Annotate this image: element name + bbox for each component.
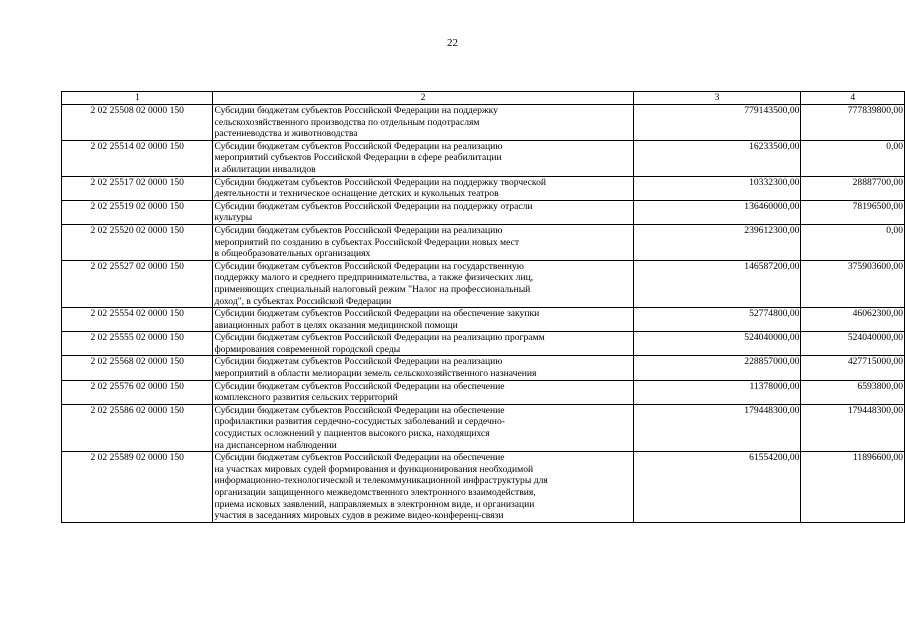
- table-row: [62, 308, 905, 332]
- table-body: [62, 105, 905, 523]
- amount-col4-cell: 179448300,00: [801, 404, 905, 451]
- table-row: [62, 260, 905, 307]
- amount-col4-cell: 11896600,00: [801, 452, 905, 523]
- income-name-line: Субсидии бюджетам субъектов Российской Федерации на государственную: [214, 260, 524, 272]
- page-number: 22: [447, 37, 458, 49]
- amount-col4-cell: 6593800,00: [801, 380, 905, 404]
- table-row: [62, 356, 905, 380]
- amount-col3-cell: 524040000,00: [633, 332, 801, 356]
- amount-col4-cell: 46062300,00: [801, 308, 905, 332]
- income-code-cell: 2 02 25517 02 0000 150: [62, 176, 213, 200]
- amount-col3-cell: 61554200,00: [633, 452, 801, 523]
- amount-col4-cell: 524040000,00: [801, 332, 905, 356]
- income-name-line: Субсидии бюджетам субъектов Российской Федерации на реализацию: [214, 224, 503, 236]
- amount-col3-cell: 11378000,00: [633, 380, 801, 404]
- income-name-line: применяющих специальный налоговый режим "Налог на профессиональный: [214, 283, 531, 295]
- income-name-cell: [213, 224, 633, 260]
- income-name-line: Субсидии бюджетам субъектов Российской Федерации на обеспечение: [214, 404, 505, 416]
- income-name-cell: [213, 332, 633, 356]
- amount-col3-cell: 52774800,00: [633, 308, 801, 332]
- income-name-cell: [213, 308, 633, 332]
- income-name-line: сельскохозяйственного производства по отдельным подотраслям: [214, 116, 480, 128]
- income-name-cell: [213, 200, 633, 224]
- income-code-cell: 2 02 25586 02 0000 150: [62, 404, 213, 451]
- income-name-line: Субсидии бюджетам субъектов Российской Федерации на реализацию: [214, 356, 503, 368]
- amount-col3-cell: 239612300,00: [633, 224, 801, 260]
- income-name-line: мероприятий субъектов Российской Федерации в сфере реабилитации: [214, 152, 502, 164]
- column-header: 1: [62, 92, 213, 105]
- income-name-line: на участках мировых судей формирования и функционирования необходимой: [214, 463, 534, 475]
- income-name-cell: [213, 404, 633, 451]
- income-name-line: Субсидии бюджетам субъектов Российской Федерации на обеспечение: [214, 452, 505, 464]
- table-header-row: [62, 92, 905, 105]
- table-row: [62, 200, 905, 224]
- income-code-cell: 2 02 25508 02 0000 150: [62, 105, 213, 141]
- amount-col3-cell: 146587200,00: [633, 260, 801, 307]
- amount-col4-cell: 375903600,00: [801, 260, 905, 307]
- income-code-cell: 2 02 25555 02 0000 150: [62, 332, 213, 356]
- column-header: 3: [633, 92, 801, 105]
- income-name-line: мероприятий по созданию в субъектах Российской Федерации новых мест: [214, 236, 520, 248]
- amount-col3-cell: 779143500,00: [633, 105, 801, 141]
- income-name-line: поддержку малого и среднего предпринимательства, а также физических лиц,: [214, 272, 534, 284]
- column-header: 4: [801, 92, 905, 105]
- amount-col4-cell: 777839800,00: [801, 105, 905, 141]
- income-name-line: Субсидии бюджетам субъектов Российской Федерации на поддержку творческой: [214, 176, 547, 188]
- table-row: [62, 452, 905, 523]
- amount-col3-cell: 10332300,00: [633, 176, 801, 200]
- income-name-line: сосудистых осложнений у пациентов высокого риска, находящихся: [214, 428, 490, 440]
- table-row: [62, 140, 905, 176]
- income-name-line: Субсидии бюджетам субъектов Российской Федерации на обеспечение: [214, 380, 505, 392]
- income-name-cell: [213, 452, 633, 523]
- income-name-line: и абилитации инвалидов: [214, 163, 316, 175]
- income-name-line: мероприятий в области мелиорации земель сельскохозяйственного назначения: [214, 368, 537, 380]
- income-name-line: Субсидии бюджетам субъектов Российской Федерации на поддержку: [214, 105, 498, 116]
- table-row: [62, 224, 905, 260]
- income-name-line: авиационных работ в целях оказания медицинской помощи: [214, 319, 458, 331]
- income-name-line: приема исковых заявлений, направляемых в электронном виде, и организации: [214, 498, 535, 510]
- income-name-cell: [213, 260, 633, 307]
- income-name-line: культуры: [214, 212, 253, 224]
- income-name-line: профилактики развития сердечно-сосудистых заболеваний и сердечно-: [214, 416, 505, 428]
- income-code-cell: 2 02 25568 02 0000 150: [62, 356, 213, 380]
- amount-col4-cell: 28887700,00: [801, 176, 905, 200]
- income-name-line: Субсидии бюджетам субъектов Российской Федерации на обеспечение закупки: [214, 308, 540, 320]
- amount-col4-cell: 78196500,00: [801, 200, 905, 224]
- amount-col3-cell: 16233500,00: [633, 140, 801, 176]
- amount-col4-cell: 0,00: [801, 224, 905, 260]
- income-name-line: комплексного развития сельских территорий: [214, 392, 398, 404]
- income-code-cell: 2 02 25554 02 0000 150: [62, 308, 213, 332]
- amount-col3-cell: 228857000,00: [633, 356, 801, 380]
- table-row: [62, 105, 905, 141]
- income-code-cell: 2 02 25514 02 0000 150: [62, 140, 213, 176]
- income-name-line: информационно-технологической и телекоммуникационной инфраструктуры для: [214, 475, 548, 487]
- income-name-line: формирования современной городской среды: [214, 343, 401, 355]
- income-name-line: доход", в субъектах Российской Федерации: [214, 295, 392, 307]
- income-code-cell: 2 02 25576 02 0000 150: [62, 380, 213, 404]
- income-name-cell: [213, 176, 633, 200]
- amount-col4-cell: 0,00: [801, 140, 905, 176]
- income-name-cell: [213, 105, 633, 141]
- budget-table: [61, 91, 905, 523]
- income-name-line: в общеобразовательных организациях: [214, 248, 371, 260]
- income-code-cell: 2 02 25519 02 0000 150: [62, 200, 213, 224]
- income-name-cell: [213, 356, 633, 380]
- table-row: [62, 176, 905, 200]
- income-code-cell: 2 02 25589 02 0000 150: [62, 452, 213, 523]
- column-header: 2: [213, 92, 633, 105]
- income-name-line: Субсидии бюджетам субъектов Российской Федерации на реализацию: [214, 140, 503, 152]
- amount-col4-cell: 427715000,00: [801, 356, 905, 380]
- income-code-cell: 2 02 25527 02 0000 150: [62, 260, 213, 307]
- income-name-line: деятельности и техническое оснащение детских и кукольных театров: [214, 188, 499, 200]
- income-name-line: Субсидии бюджетам субъектов Российской Федерации на реализацию программ: [214, 332, 545, 344]
- income-name-line: Субсидии бюджетам субъектов Российской Федерации на поддержку отрасли: [214, 200, 533, 212]
- income-name-line: растениеводства и животноводства: [214, 128, 358, 140]
- income-name-cell: [213, 140, 633, 176]
- table-row: [62, 404, 905, 451]
- income-name-line: организации защищенного межведомственного электронного взаимодействия,: [214, 487, 536, 498]
- table-row: [62, 332, 905, 356]
- income-code-cell: 2 02 25520 02 0000 150: [62, 224, 213, 260]
- income-name-line: участия в заседаниях мировых судов в режиме видео-конференц-связи: [214, 510, 504, 522]
- table-row: [62, 380, 905, 404]
- income-name-line: на диспансерном наблюдении: [214, 439, 337, 451]
- amount-col3-cell: 179448300,00: [633, 404, 801, 451]
- amount-col3-cell: 136460000,00: [633, 200, 801, 224]
- income-name-cell: [213, 380, 633, 404]
